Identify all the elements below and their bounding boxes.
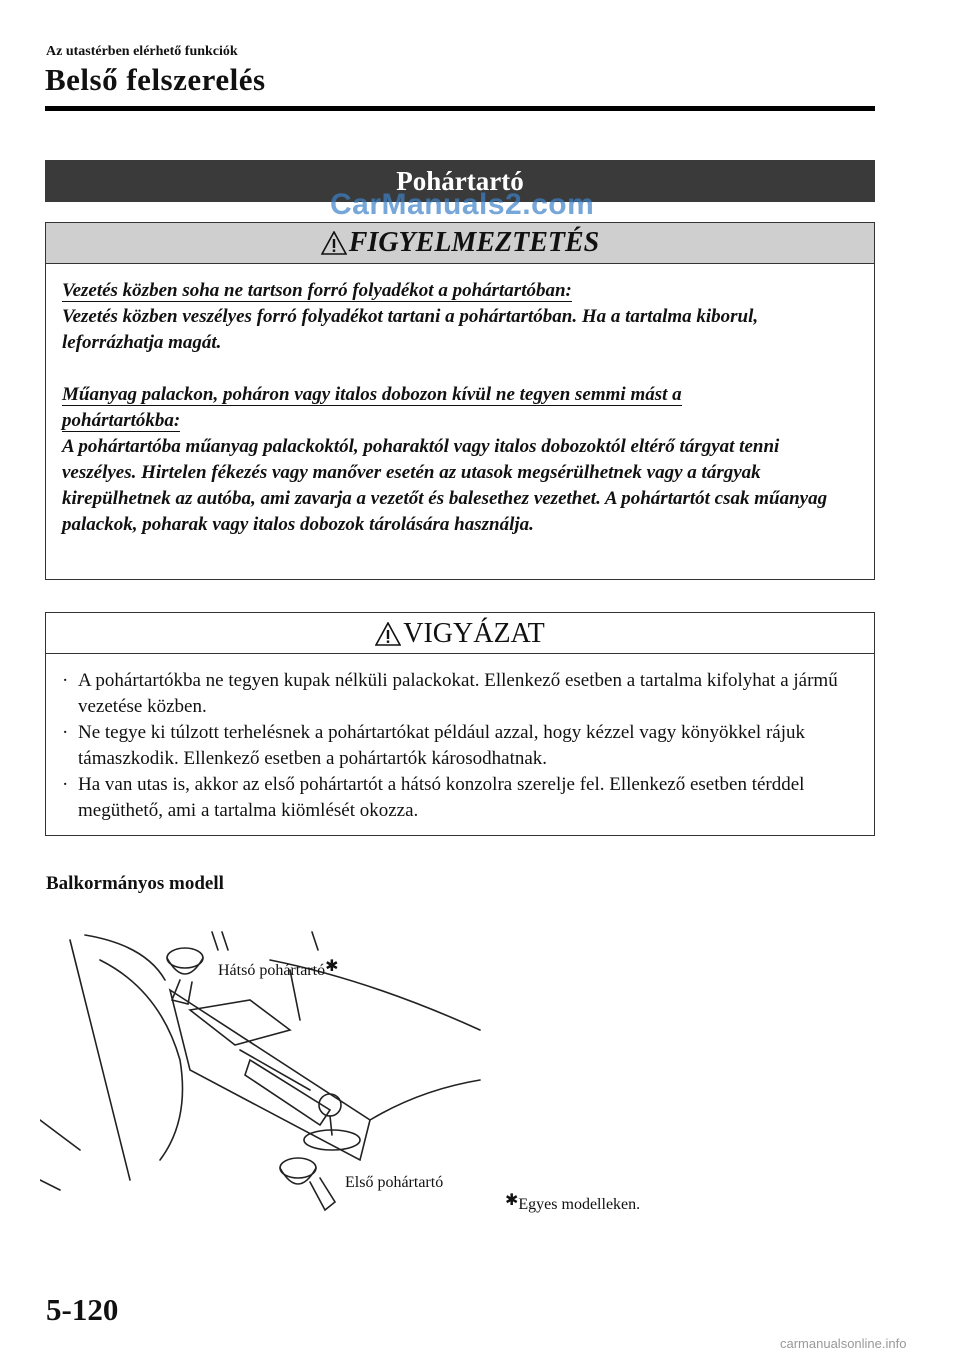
section-title: Pohártartó <box>45 160 875 202</box>
chapter-title: Belső felszerelés <box>45 62 266 97</box>
asterisk-icon: ✱ <box>325 958 339 975</box>
caution-item <box>62 772 858 824</box>
caution-body <box>46 654 874 824</box>
warning-item2-title-a: Műanyag palackon, poháron vagy italos dobozon kívül ne tegyen semmi mást a <box>62 384 682 405</box>
page-number: 5-120 <box>46 1292 119 1327</box>
warning-box <box>45 222 875 580</box>
footnote-text: Egyes modelleken. <box>518 1196 641 1213</box>
rear-cup-holder-text: Hátsó pohártartó <box>218 962 326 979</box>
bullet-dot: · <box>62 774 69 795</box>
caution-triangle-icon <box>375 617 401 659</box>
warning-heading: FIGYELMEZTETÉS <box>348 227 600 258</box>
warning-item1-body: Vezetés közben veszélyes forró folyadékot tartani a pohártartóban. Ha a tartalma kiborul, leforrázhatja magát. <box>62 306 759 353</box>
title-rule <box>45 106 875 111</box>
warning-triangle-icon <box>321 227 347 267</box>
warning-item1-title: Vezetés közben soha ne tartson forró folyadékot a pohártartóban: <box>62 280 572 301</box>
site-footer: carmanualsonline.info <box>780 1336 907 1351</box>
watermark: CarManuals2.com <box>330 188 595 221</box>
caution-header <box>46 613 874 654</box>
caution-item-text: A pohártartókba ne tegyen kupak nélküli palackokat. Ellenkező esetben a tartalma kifolyhat a jármű vezetése közben. <box>78 670 838 717</box>
front-cup-holder-label: Első pohártartó <box>345 1174 444 1191</box>
caution-heading: VIGYÁZAT <box>403 618 545 649</box>
caution-item-text: Ne tegye ki túlzott terhelésnek a pohártartókat például azzal, hogy kézzel vagy könyökkel rájuk támaszkodik. Ellenkező esetben a pohártartók károsodhatnak. <box>78 722 805 769</box>
caution-box <box>45 612 875 836</box>
rear-cup-holder-label <box>218 956 338 980</box>
warning-item2-title-b: pohártartókba: <box>62 410 181 431</box>
caution-item <box>62 720 858 772</box>
breadcrumb: Az utastérben elérhető funkciók <box>46 44 238 59</box>
warning-item2-body: A pohártartóba műanyag palackoktól, poharaktól vagy italos dobozoktól eltérő tárgyat tenni veszélyes. Hirtelen fékezés vagy manőver esetén az utasok megsérülhetnek vagy a tárgyak kirepülhetnek az autóba, ami zavarja a vezetőt és balesethez vezethet. A pohártartót csak műanyag palackok, poharak vagy italos dobozok tárolására használja. <box>62 436 828 535</box>
caution-item <box>62 668 858 720</box>
footnote <box>505 1190 640 1214</box>
warning-body <box>46 264 874 538</box>
bullet-dot: · <box>62 722 69 743</box>
warning-header <box>46 223 874 264</box>
bullet-dot: · <box>62 670 69 691</box>
asterisk-icon: ✱ <box>505 1192 519 1209</box>
caution-item-text: Ha van utas is, akkor az első pohártartót a hátsó konzolra szerelje fel. Ellenkező esetben térddel megüthető, ami a tartalma kiömlését okozza. <box>78 774 805 821</box>
model-heading: Balkormányos modell <box>46 873 224 894</box>
